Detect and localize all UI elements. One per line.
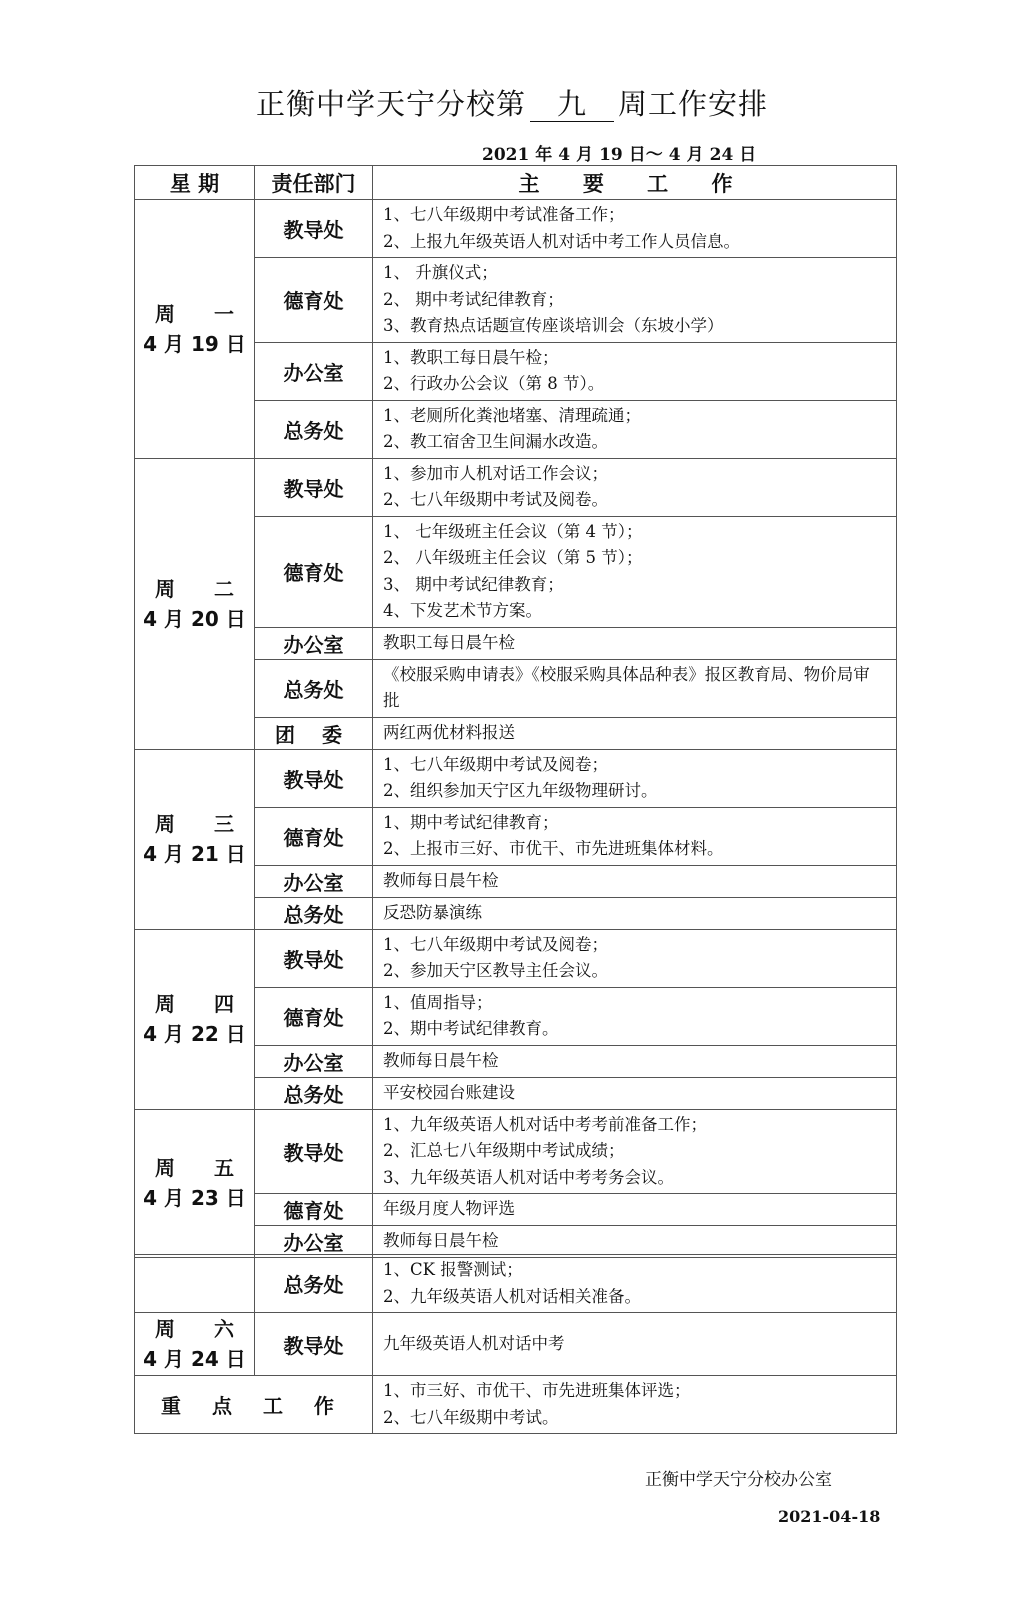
dept-cell: 总务处 (255, 659, 373, 717)
work-line: 1、七八年级期中考试及阅卷； (383, 934, 608, 954)
work-line: 2、上报市三好、市优干、市先进班集体材料。 (383, 839, 724, 858)
title-week-number: 九 (530, 87, 614, 122)
key-work-label: 重 点 工 作 (135, 1376, 373, 1434)
year: 2021 (482, 145, 530, 165)
day-cell (135, 1313, 255, 1376)
work-line: 3、九年级英语人机对话中考考务会议。 (383, 1167, 674, 1187)
table-row (135, 1255, 897, 1313)
work-line: 2、行政办公会议（第 8 节）。 (383, 374, 605, 393)
dept-cell: 总务处 (255, 1255, 373, 1313)
work-line: 1、七八年级期中考试准备工作； (383, 205, 625, 224)
work-cell (373, 342, 897, 400)
work-line: 2、教工宿舍卫生间漏水改造。 (383, 432, 608, 451)
work-cell (373, 1226, 897, 1258)
weekday-label (135, 809, 254, 839)
work-line: 年级月度人物评选 (383, 1199, 515, 1219)
date-label: 4 月 24 日 (143, 1347, 246, 1371)
header-dept: 责任部门 (255, 166, 373, 200)
header-row (135, 166, 897, 200)
work-cell (373, 516, 897, 627)
work-line: 1、期中考试纪律教育； (383, 812, 559, 832)
weekday-text: 周 二 (155, 576, 250, 601)
date-label: 4 月 22 日 (143, 1022, 246, 1046)
work-line: 2、七八年级期中考试。 (383, 1407, 559, 1427)
day-cell (135, 1109, 255, 1258)
day-range-label: 日～ (628, 145, 663, 165)
table-row (135, 1109, 897, 1194)
work-line: 1、七八年级期中考试及阅卷； (383, 754, 608, 774)
weekday-text: 周 四 (155, 992, 250, 1016)
weekday-label (135, 1314, 254, 1344)
work-line: 2、上报九年级英语人机对话中考工作人员信息。 (383, 231, 740, 251)
dept-cell: 德育处 (255, 258, 373, 343)
day-end-label: 日 (739, 145, 757, 165)
dept-cell: 总务处 (255, 1077, 373, 1109)
work-line: 《校服采购申请表》《校服采购具体品种表》报区教育局、物价局审批 (383, 664, 870, 710)
weekday-label (135, 1153, 254, 1183)
dept-cell: 教导处 (255, 1313, 373, 1376)
day-cell (135, 458, 255, 749)
work-line: 教师每日晨午检 (383, 1050, 499, 1070)
year-label: 年 (535, 145, 553, 165)
weekday-label (135, 989, 254, 1019)
footer-office: 正衡中学天宁分校办公室 (645, 1470, 832, 1490)
header-day: 星 期 (135, 166, 255, 200)
work-line: 教师每日晨午检 (383, 1231, 499, 1251)
empty-day-cell (135, 1255, 255, 1313)
work-line: 4、下发艺术节方案。 (383, 601, 542, 620)
table-row (135, 929, 897, 987)
date-label: 4 月 20 日 (143, 606, 246, 631)
weekday-label (135, 574, 254, 604)
work-line: 反恐防暴演练 (383, 902, 482, 922)
work-cell (373, 717, 897, 749)
footer-date: 2021-04-18 (778, 1507, 881, 1526)
dept-cell: 德育处 (255, 1194, 373, 1226)
weekday-text: 周 六 (155, 1317, 250, 1341)
dept-cell: 教导处 (255, 749, 373, 807)
dept-cell: 办公室 (255, 627, 373, 659)
work-cell (373, 1077, 897, 1109)
dept-cell: 德育处 (255, 516, 373, 627)
table-row (135, 749, 897, 807)
title-prefix: 正衡中学天宁分校第 (255, 87, 526, 121)
end-month: 4 (663, 145, 687, 166)
day-cell (135, 200, 255, 459)
dept-cell: 教导处 (255, 200, 373, 258)
dept-cell: 德育处 (255, 807, 373, 865)
work-line: 1、市三好、市优干、市先进班集体评选； (383, 1381, 691, 1400)
work-line: 2、汇总七八年级期中考试成绩； (383, 1141, 625, 1160)
weekend-table (134, 1254, 897, 1434)
month-label-2: 月 (686, 145, 704, 165)
work-line: 1、 升旗仪式； (383, 263, 498, 282)
work-cell (373, 987, 897, 1045)
work-line: 2、参加天宁区教导主任会议。 (383, 961, 608, 980)
date-label: 4 月 19 日 (143, 331, 246, 356)
work-line: 1、九年级英语人机对话中考考前准备工作； (383, 1114, 707, 1134)
page-title (0, 82, 1024, 123)
end-day: 24 (704, 145, 740, 166)
weekday-label (135, 299, 254, 329)
table-row (135, 458, 897, 516)
schedule-table (134, 165, 897, 1258)
work-cell (373, 1194, 897, 1226)
work-cell (373, 1376, 897, 1434)
start-day: 19 (593, 145, 629, 166)
dept-cell: 办公室 (255, 1226, 373, 1258)
work-line: 2、 期中考试纪律教育； (383, 289, 564, 309)
date-label: 4 月 23 日 (143, 1186, 246, 1211)
date-range (482, 140, 756, 166)
work-line: 1、教职工每日晨午检； (383, 347, 559, 367)
work-cell (373, 627, 897, 659)
work-cell (373, 897, 897, 929)
work-cell (373, 749, 897, 807)
work-line: 3、教育热点话题宣传座谈培训会（东坡小学） (383, 316, 724, 335)
work-line: 1、参加市人机对话工作会议； (383, 463, 608, 483)
work-line: 1、值周指导； (383, 992, 493, 1012)
weekday-text: 周 三 (155, 812, 250, 836)
work-cell (373, 1109, 897, 1194)
header-work: 主 要 工 作 (373, 166, 897, 200)
table-row (135, 200, 897, 258)
work-line: 九年级英语人机对话中考 (383, 1333, 565, 1353)
dept-cell: 教导处 (255, 1109, 373, 1194)
month-label: 月 (576, 145, 594, 165)
work-cell (373, 929, 897, 987)
work-line: 平安校园台账建设 (383, 1082, 515, 1102)
work-line: 2、 八年级班主任会议（第 5 节）； (383, 548, 643, 567)
work-cell (373, 458, 897, 516)
work-line: 2、九年级英语人机对话相关准备。 (383, 1286, 641, 1306)
work-cell (373, 258, 897, 343)
work-line: 2、七八年级期中考试及阅卷。 (383, 490, 608, 509)
day-cell (135, 749, 255, 929)
work-cell (373, 865, 897, 897)
dept-cell: 办公室 (255, 342, 373, 400)
weekday-text: 周 五 (155, 1156, 250, 1181)
dept-cell: 办公室 (255, 865, 373, 897)
dept-cell: 团 委 (255, 717, 373, 749)
work-cell (373, 400, 897, 458)
date-label: 4 月 21 日 (143, 842, 246, 866)
work-line: 2、组织参加天宁区九年级物理研讨。 (383, 781, 658, 800)
work-line: 教师每日晨午检 (383, 870, 499, 890)
work-cell (373, 807, 897, 865)
work-cell (373, 1313, 897, 1376)
table-row (135, 1313, 897, 1376)
dept-cell: 总务处 (255, 897, 373, 929)
dept-cell: 办公室 (255, 1045, 373, 1077)
work-line: 教职工每日晨午检 (383, 632, 515, 652)
work-cell (373, 659, 897, 717)
weekday-text: 周 一 (155, 301, 250, 326)
title-suffix: 周工作安排 (618, 87, 769, 121)
work-cell (373, 200, 897, 258)
dept-cell: 总务处 (255, 400, 373, 458)
work-cell (373, 1045, 897, 1077)
start-month: 4 (552, 145, 576, 166)
work-line: 2、期中考试纪律教育。 (383, 1019, 559, 1038)
work-line: 1、 七年级班主任会议（第 4 节）； (383, 521, 643, 541)
key-work-row (135, 1376, 897, 1434)
work-line: 两红两优材料报送 (383, 722, 515, 742)
dept-cell: 教导处 (255, 458, 373, 516)
work-cell (373, 1255, 897, 1313)
dept-cell: 德育处 (255, 987, 373, 1045)
work-line: 1、老厕所化粪池堵塞、清理疏通； (383, 405, 641, 425)
work-line: 3、 期中考试纪律教育； (383, 574, 564, 594)
day-cell (135, 929, 255, 1109)
work-line: 1、CK 报警测试； (383, 1260, 523, 1279)
dept-cell: 教导处 (255, 929, 373, 987)
